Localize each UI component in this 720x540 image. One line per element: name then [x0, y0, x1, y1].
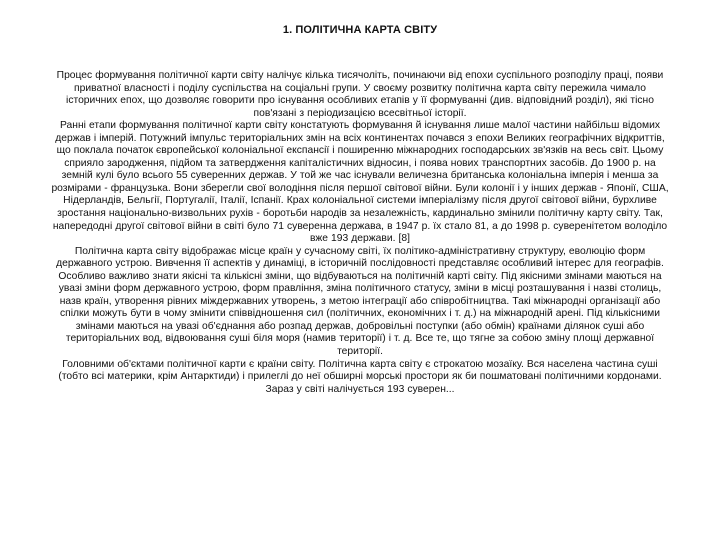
document-title: 1. ПОЛІТИЧНА КАРТА СВІТУ	[282, 24, 438, 36]
paragraph-formation-process: Процес формування політичної карти світу налічує кілька тисячоліть, починаючи від епохи суспільного розподілу праці, появи приватної власності і поділу суспільства на соціальні групи. У своєму розвитку політична карта світу пережила чимало історичних епох, що дозволяє говорити про існування особливих етапів у її формуванні (див. відповідний розділ), які тісно пов'язані з періодизацією всесвітньої історії.	[56, 70, 664, 119]
paragraph-early-stages: Ранні етапи формування політичної карти світу констатують формування й існування лише малої частини найбільш відомих держав і імперій. Потужний імпульс територіальних змін на всіх континентах почався з епохи Великих географічних відкриттів, що поклала початок європейської колоніальної експансії і поширенню міжнародних господарських зв'язків на весь світ. Цьому сприяло зародження, підйом та затвердження капіталістичних відносин, і поява нових транспортних засобів. До 1900 р. на земній кулі було всього 55 суверенних держав. У той же час існували величезна британська колоніальна імперія і менша за розмірами - французька. Вони зберегли свої володіння після першої світової війни. Були колонії і у інших держав - Японії, США, Нідерландів, Бельгії, Португалії, Італії, Іспанії. Крах колоніальної системи імперіалізму після другої світової війни, бурхливе зростання національно-визвольних рухів - боротьби народів за незалежність, кардинально змінили політичну карту світу. Так, напередодні другої світової війни в світі було 71 суверенна держава, в 1947 р. їх стало 81, а до 1998 р. суверенітетом володіло вже 193 держави. [8]	[51, 120, 669, 245]
document-body	[50, 70, 670, 396]
paragraph-main-objects: Головними об'єктами політичної карти є країни світу. Політична карта світу є строкатою мозаїку. Вся населена частина суші (тобто всі материки, крім Антарктиди) і прилеглі до неї обширні морські простори як би пошматовані політичними кордонами. Зараз у світі налічується 193 суверен...	[58, 358, 662, 395]
paragraph-map-reflects: Політична карта світу відображає місце країн у сучасному світі, їх політико-адміністративну структуру, еволюцію форм державного устрою. Вивчення її аспектів у динаміці, в історичній послідовності представляє особливий інтерес для географів. Особливо важливо знати якісні та кількісні зміни, що відбуваються на політичній карті світу. Під якісними змінами маються на увазі зміни форм державного устрою, форм правління, зміна політичного статусу, зміни в місці розташування і назві столиць, назв країн, утворення рівних міждержавних утворень, з метою інтеграції або співробітництва. Такі міжнародні організації або спілки можуть бути в чому змінити співвідношення сил (політичних, економічних і т. д.) на міжнародній арені. Під кількісними змінами маються на увазі об'єднання або розпад держав, добровільні поступки (або обмін) країнами ділянок суші або територіальних вод, відвоювання суші біля моря (намив території) і т. д. Все те, що тягне за собою зміну площі державної території.	[56, 245, 664, 358]
